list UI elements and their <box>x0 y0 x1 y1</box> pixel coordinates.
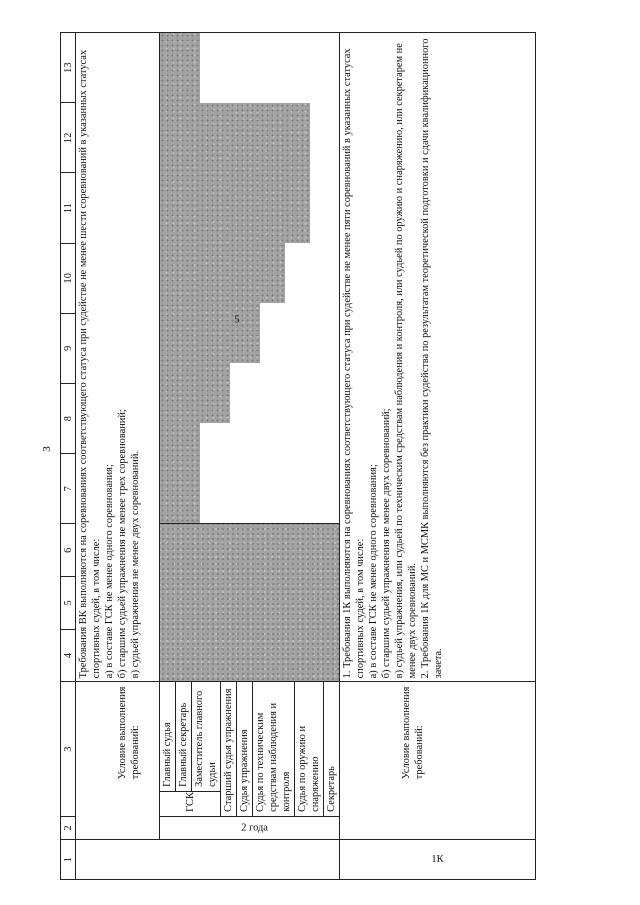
role-deputy: Заместитель главного судьи <box>192 682 221 791</box>
role-chief-secretary: Главный секретарь <box>176 682 192 791</box>
gsk-label: ГСК <box>160 791 221 816</box>
role-weapons: Судья по оружию и снаряжению <box>295 682 324 816</box>
k1-row <box>340 33 536 880</box>
stepped-shading <box>160 33 339 523</box>
col-header: 2 <box>61 816 76 839</box>
rotated-table-area <box>60 32 536 880</box>
k1-requirements <box>340 33 536 682</box>
vk-req-c: в) судьей упражнения не менее двух соревнований. <box>130 451 141 679</box>
col-header: 8 <box>61 384 76 454</box>
col-header: 9 <box>61 313 76 383</box>
vk-req-b: б) старшим судьей упражнения не менее трех соревнований; <box>117 409 128 679</box>
shaded-cols-4-6 <box>160 524 340 682</box>
col-header: 10 <box>61 243 76 313</box>
roles-cell <box>160 682 340 817</box>
col-header: 3 <box>61 682 76 817</box>
role-judge-ex: Судья упражнения <box>237 682 253 816</box>
k1-req-c: в) судьей упражнения, или судьей по техническим средствам наблюдения и контроля, или судьей по оружию и снаряжению, или секретарем не менее двух соревнований. <box>394 43 418 679</box>
k1-req-2: 2. Требования 1К для МС и МСМК выполняются без практики судейства по результатам теоретической подготовки и сдачи квалификационного зачета. <box>420 38 444 679</box>
role-chief-judge: Главный судья <box>160 682 176 791</box>
rank-1k-label: 1К <box>431 854 444 866</box>
col-header: 4 <box>61 629 76 682</box>
col-header: 13 <box>61 33 76 103</box>
rank-1k-cell <box>340 840 536 880</box>
k1-req-b: б) старшим судьей упражнения не менее двух соревнований; <box>381 408 392 679</box>
role-secretary: Секретарь <box>324 682 340 816</box>
vk-req-intro: Требования ВК выполняются на соревнованиях соответствующего статуса при судействе не менее шести соревнований в указанных статусах спортивных судей, в том числе: <box>78 49 102 679</box>
role-tech: Судья по техническим средствам наблюдения и контроля <box>253 682 295 816</box>
rank-2y-cell <box>160 816 340 839</box>
vk-req-a: а) в составе ГСК не менее одного соревнования; <box>104 464 115 679</box>
role-senior-ex: Старший судья упражнения <box>221 682 237 816</box>
rank-vk-empty <box>76 840 340 880</box>
roles-subtable <box>160 682 339 816</box>
k1-req-a: а) в составе ГСК не менее одного соревнования; <box>368 464 379 679</box>
requirements-table <box>60 32 536 880</box>
page-number: 3 <box>40 446 53 452</box>
k1-req-intro: 1. Требования 1К выполняются на соревнованиях соответствующего статуса при судействе не менее пяти соревнований в указанных статусах спортивных судей, в том числе: <box>342 48 366 679</box>
col-header: 7 <box>61 454 76 524</box>
col-header: 1 <box>61 840 76 880</box>
value-five: 5 <box>234 313 240 326</box>
col-header: 12 <box>61 103 76 173</box>
vk-condition-row <box>76 33 160 880</box>
col-header: 6 <box>61 524 76 577</box>
header-row <box>61 33 76 880</box>
col-header: 11 <box>61 173 76 243</box>
roles-row <box>160 33 340 880</box>
col-header: 5 <box>61 577 76 630</box>
rank-2y-label: 2 года <box>241 822 268 834</box>
condition-label-1k: Условие выполнения требований: <box>340 682 536 840</box>
stepped-area <box>160 33 340 524</box>
vk-requirements <box>76 33 160 682</box>
condition-label: Условие выполнения требований: <box>76 682 160 840</box>
